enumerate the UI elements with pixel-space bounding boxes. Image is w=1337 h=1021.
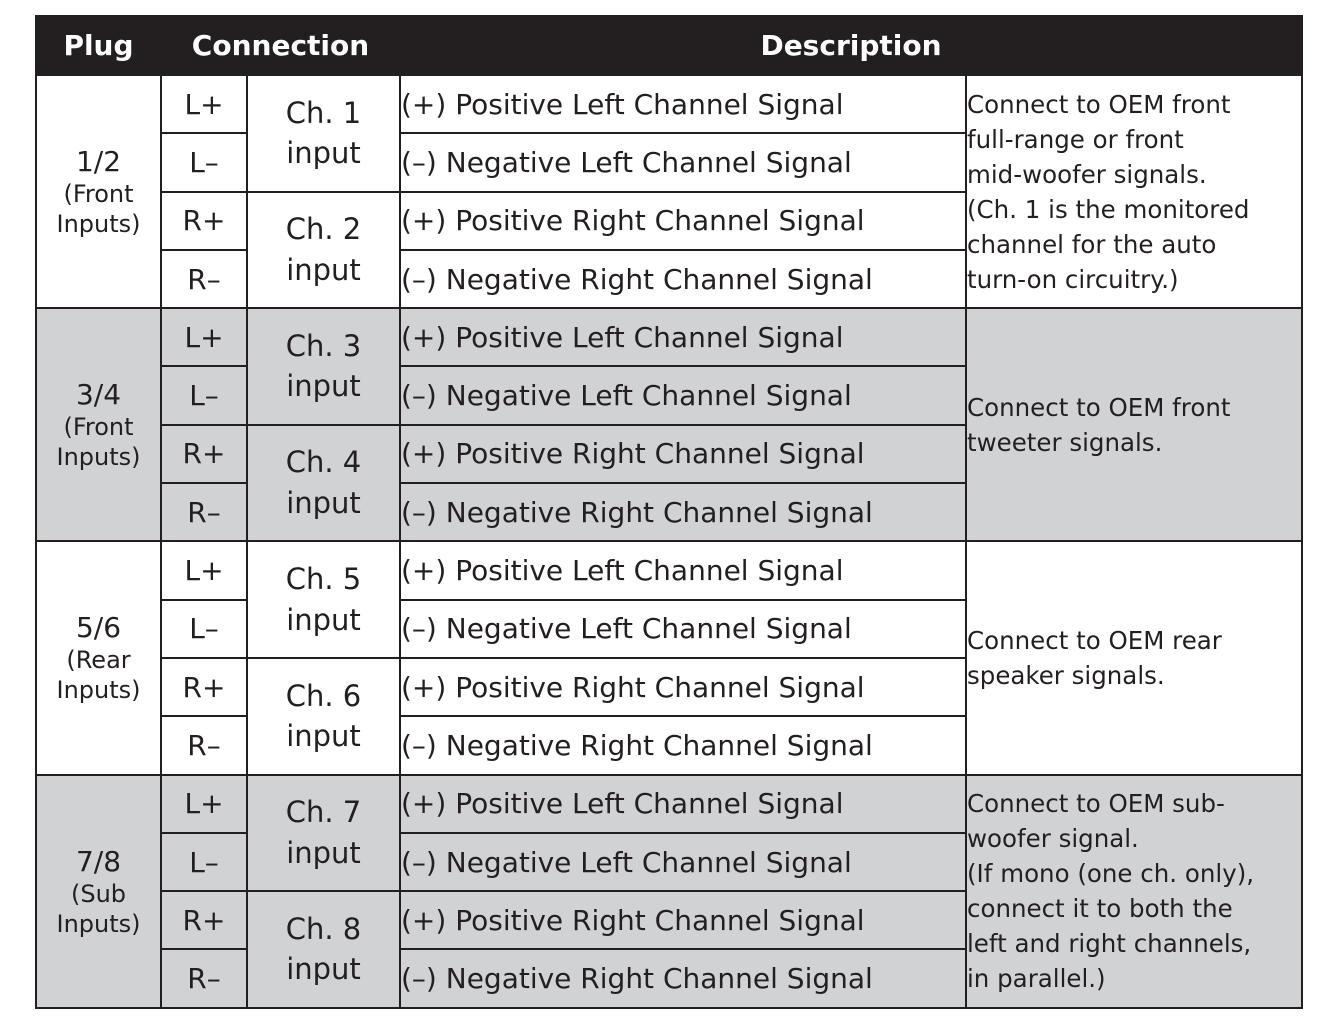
note-line: (If mono (one ch. only), (967, 859, 1255, 889)
plug-cell (36, 75, 161, 308)
channel-name: Ch. 4 (285, 445, 362, 480)
channel-name: Ch. 6 (285, 678, 362, 713)
table-row (36, 75, 1302, 133)
pin-label: R+ (161, 192, 247, 250)
header-row (36, 16, 1302, 75)
signal-description: (+) Positive Left Channel Signal (400, 75, 966, 133)
plug-subtitle: Inputs) (56, 676, 141, 705)
pin-label: R+ (161, 891, 247, 949)
plug-cell (36, 308, 161, 541)
group-note (966, 75, 1302, 308)
plug-subtitle: (Front (63, 180, 134, 209)
signal-description: (–) Negative Left Channel Signal (400, 833, 966, 891)
signal-description: (–) Negative Right Channel Signal (400, 250, 966, 308)
pin-label: L+ (161, 308, 247, 366)
channel-type: input (286, 369, 361, 404)
channel-cell (247, 425, 400, 542)
channel-cell (247, 308, 400, 425)
channel-type: input (286, 952, 361, 987)
channel-cell (247, 192, 400, 309)
note-line: mid-woofer signals. (967, 159, 1207, 189)
channel-type: input (286, 835, 361, 870)
note-line: in parallel.) (967, 964, 1106, 994)
channel-type: input (286, 252, 361, 287)
plug-subtitle: Inputs) (56, 909, 141, 938)
note-line: tweeter signals. (967, 427, 1163, 457)
note-line: turn-on circuitry.) (967, 264, 1179, 294)
note-line: Connect to OEM rear (967, 625, 1222, 655)
pin-label: R+ (161, 425, 247, 483)
note-line: speaker signals. (967, 660, 1165, 690)
signal-description: (+) Positive Right Channel Signal (400, 891, 966, 949)
table-row (36, 308, 1302, 366)
signal-description: (+) Positive Right Channel Signal (400, 425, 966, 483)
plug-number: 3/4 (75, 378, 122, 412)
channel-name: Ch. 8 (285, 911, 362, 946)
note-line: channel for the auto (967, 229, 1217, 259)
plug-subtitle: (Sub (70, 879, 127, 908)
signal-description: (+) Positive Right Channel Signal (400, 192, 966, 250)
signal-description: (–) Negative Left Channel Signal (400, 133, 966, 191)
header-plug: Plug (36, 16, 161, 75)
plug-subtitle: (Front (63, 413, 134, 442)
header-connection: Connection (161, 16, 400, 75)
signal-description: (–) Negative Right Channel Signal (400, 483, 966, 541)
channel-cell (247, 775, 400, 892)
signal-description: (+) Positive Left Channel Signal (400, 308, 966, 366)
channel-type: input (286, 136, 361, 171)
group-note (966, 775, 1302, 1008)
signal-description: (+) Positive Left Channel Signal (400, 775, 966, 833)
table-row (36, 541, 1302, 599)
note-line: Connect to OEM front (967, 89, 1231, 119)
plug-subtitle: Inputs) (56, 443, 141, 472)
signal-description: (–) Negative Right Channel Signal (400, 716, 966, 774)
channel-cell (247, 891, 400, 1008)
channel-name: Ch. 1 (285, 95, 362, 130)
note-line: Connect to OEM sub- (967, 789, 1225, 819)
plug-number: 7/8 (75, 844, 122, 878)
pin-label: L– (161, 133, 247, 191)
signal-description: (+) Positive Right Channel Signal (400, 658, 966, 716)
channel-name: Ch. 7 (285, 795, 362, 830)
wiring-table (35, 15, 1303, 1009)
pin-label: R+ (161, 658, 247, 716)
pin-label: L+ (161, 75, 247, 133)
header-description: Description (400, 16, 1302, 75)
table-row (36, 775, 1302, 833)
pin-label: L+ (161, 775, 247, 833)
pin-label: L+ (161, 541, 247, 599)
channel-name: Ch. 5 (285, 562, 362, 597)
plug-cell (36, 541, 161, 774)
channel-cell (247, 658, 400, 775)
note-line: Connect to OEM front (967, 392, 1231, 422)
group-note (966, 541, 1302, 774)
pin-label: L– (161, 833, 247, 891)
signal-description: (+) Positive Left Channel Signal (400, 541, 966, 599)
note-line: full-range or front (967, 124, 1184, 154)
note-line: woofer signal. (967, 824, 1139, 854)
signal-description: (–) Negative Right Channel Signal (400, 949, 966, 1007)
channel-type: input (286, 719, 361, 754)
note-line: (Ch. 1 is the monitored (967, 194, 1250, 224)
plug-number: 5/6 (75, 611, 122, 645)
channel-cell (247, 541, 400, 658)
note-line: left and right channels, (967, 929, 1252, 959)
channel-name: Ch. 2 (285, 212, 362, 247)
plug-subtitle: (Rear (66, 646, 131, 675)
group-note (966, 308, 1302, 541)
signal-description: (–) Negative Left Channel Signal (400, 366, 966, 424)
channel-type: input (286, 486, 361, 521)
plug-subtitle: Inputs) (56, 210, 141, 239)
plug-number: 1/2 (75, 145, 122, 179)
plug-cell (36, 775, 161, 1008)
pin-label: R– (161, 483, 247, 541)
pin-label: L– (161, 366, 247, 424)
signal-description: (–) Negative Left Channel Signal (400, 600, 966, 658)
channel-name: Ch. 3 (285, 328, 362, 363)
pin-label: R– (161, 250, 247, 308)
channel-type: input (286, 602, 361, 637)
pin-label: R– (161, 716, 247, 774)
channel-cell (247, 75, 400, 192)
pin-label: L– (161, 600, 247, 658)
note-line: connect it to both the (967, 894, 1233, 924)
pin-label: R– (161, 949, 247, 1007)
